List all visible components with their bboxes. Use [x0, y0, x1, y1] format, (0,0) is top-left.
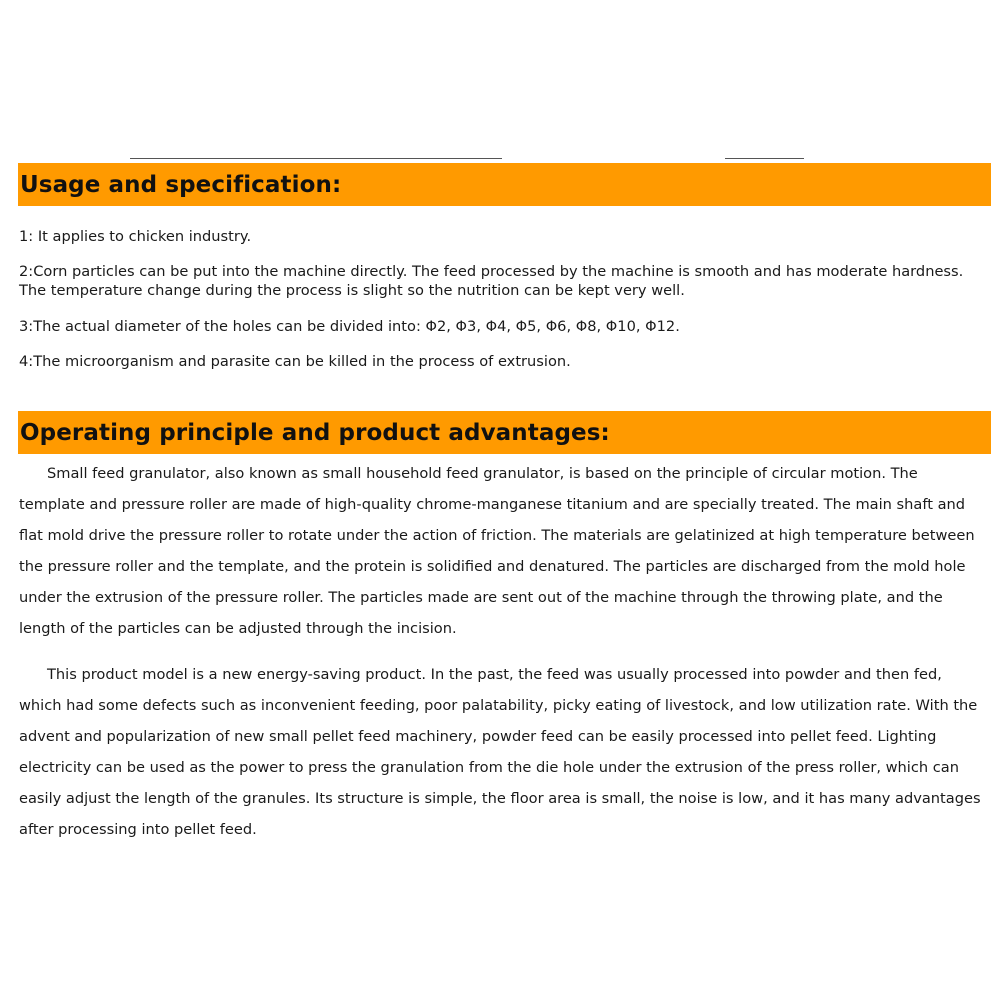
top-divider-left	[130, 158, 502, 159]
spec-item-3: 3:The actual diameter of the holes can be divided into: Φ2, Φ3, Φ4, Φ5, Φ6, Φ8, Φ10, Φ12.	[19, 318, 680, 335]
principle-section-title: Operating principle and product advantages:	[18, 411, 991, 454]
principle-paragraph-2: This product model is a new energy-saving product. In the past, the feed was usually processed into powder and then fed, which had some defects such as inconvenient feeding, poor palatability, picky eating of livestock, and low utilization rate. With the advent and popularization of new small pellet feed machinery, powder feed can be easily processed into pellet feed. Lighting electricity can be used as the power to press the granulation from the die hole under the extrusion of the press roller, which can easily adjust the length of the granules. Its structure is simple, the floor area is small, the noise is low, and it has many advantages after processing into pellet feed.	[19, 666, 981, 838]
spec-item-2: 2:Corn particles can be put into the machine directly. The feed processed by the machine is smooth and has moderate hardness. The temperature change during the process is slight so the nutrition can be kept very well.	[19, 263, 964, 299]
spec-item-1: 1: It applies to chicken industry.	[19, 228, 252, 245]
spec-item-4: 4:The microorganism and parasite can be killed in the process of extrusion.	[19, 353, 571, 370]
principle-paragraph-1: Small feed granulator, also known as small household feed granulator, is based on the principle of circular motion. The template and pressure roller are made of high-quality chrome-manganese titanium and are specially treated. The main shaft and flat mold drive the pressure roller to rotate under the action of friction. The materials are gelatinized at high temperature between the pressure roller and the template, and the protein is solidified and denatured. The particles are discharged from the mold hole under the extrusion of the pressure roller. The particles made are sent out of the machine through the throwing plate, and the length of the particles can be adjusted through the incision.	[19, 465, 975, 637]
top-divider-right	[725, 158, 804, 159]
usage-section-title: Usage and specification:	[18, 163, 991, 206]
